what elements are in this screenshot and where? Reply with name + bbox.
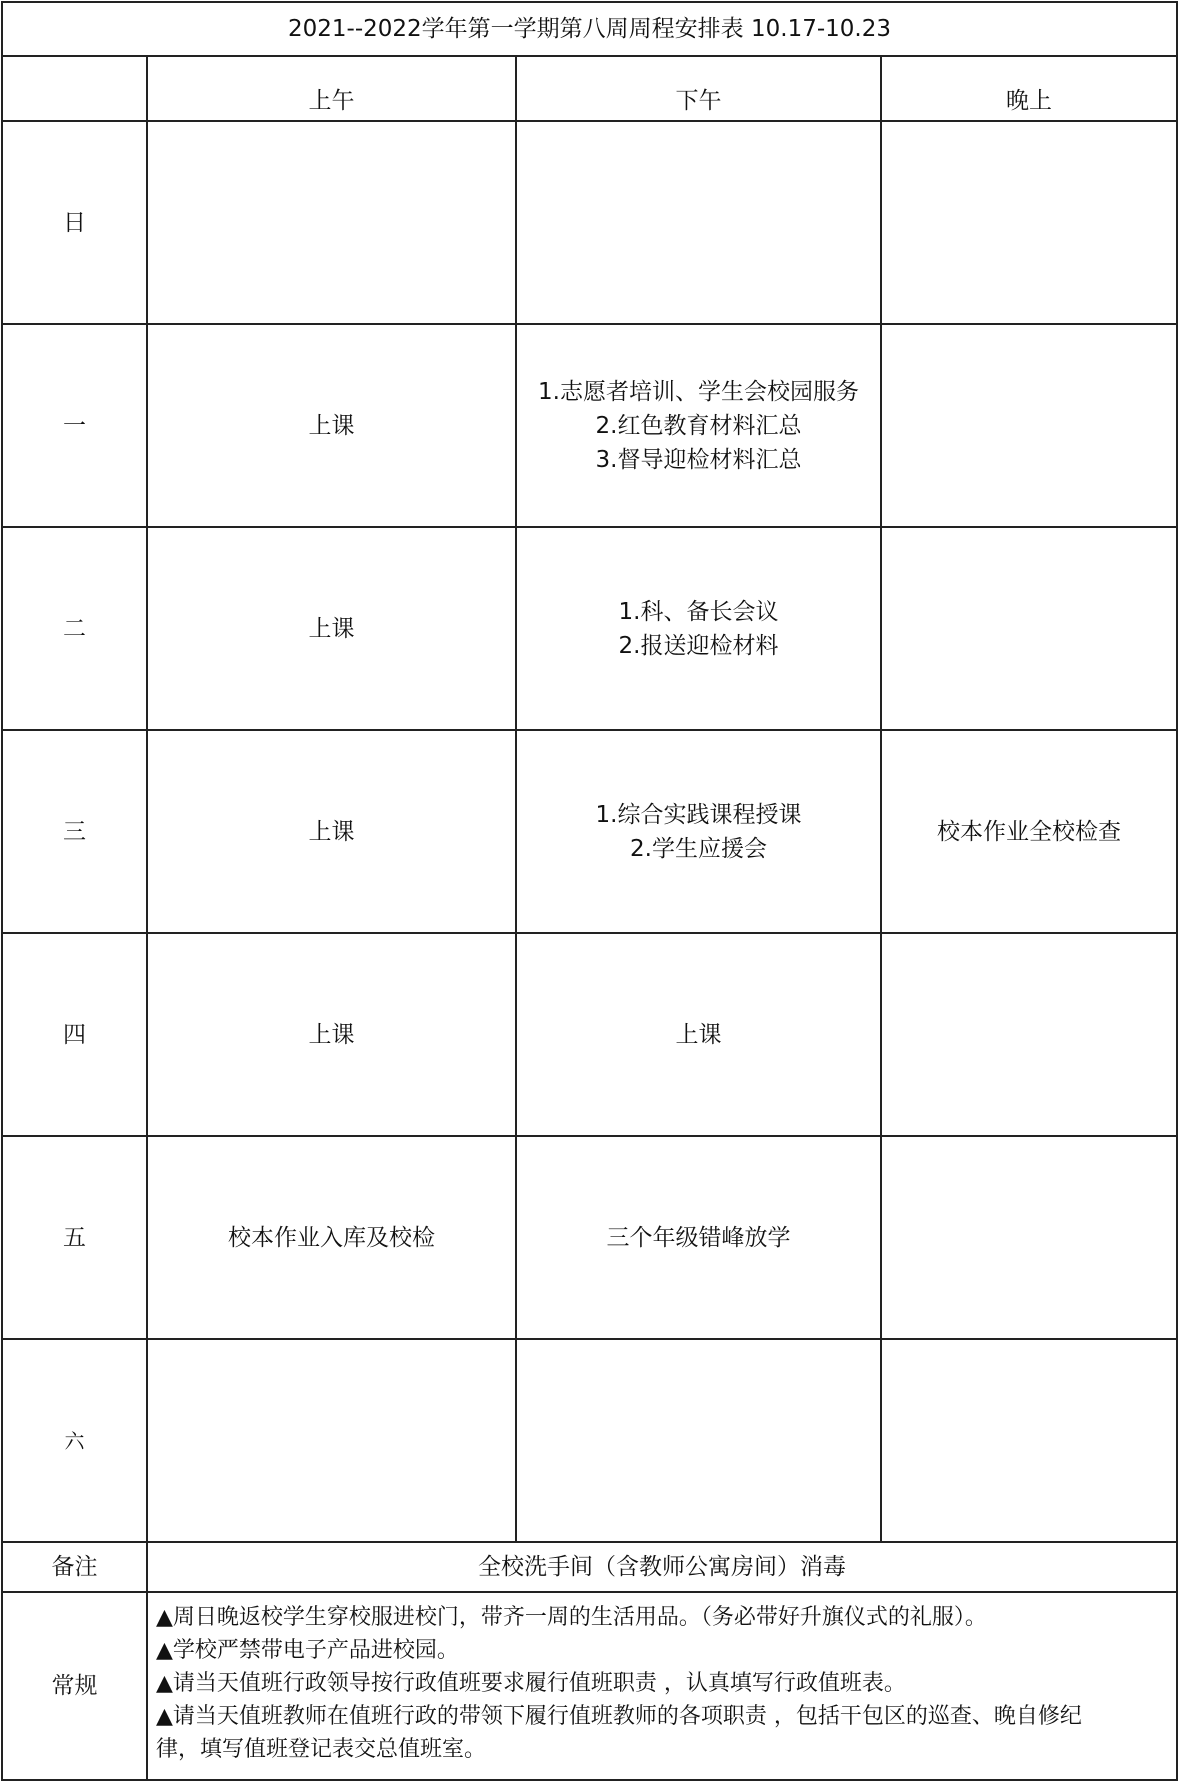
- column-header-evening: 晚上: [1006, 88, 1052, 114]
- routine-notes: [148, 1593, 1176, 1779]
- sunday-afternoon-cell: [517, 122, 880, 323]
- remarks-label: 备注: [51, 1554, 98, 1580]
- monday-afternoon-cell: 1.志愿者培训、学生会校园服务 2.红色教育材料汇总 3.督导迎检材料汇总: [538, 378, 859, 473]
- wednesday-evening-cell: 校本作业全校检查: [937, 818, 1121, 845]
- friday-morning-cell: 校本作业入库及校检: [228, 1224, 435, 1251]
- routine-note: ▲周日晚返校学生穿校服进校门，带齐一周的生活用品。（务必带好升旗仪式的礼服）。: [156, 1605, 987, 1630]
- routine-note: 律，填写值班登记表交总值班室。: [156, 1737, 487, 1762]
- day-label-sunday: 日: [63, 209, 86, 236]
- remarks-text: 全校洗手间（含教师公寓房间）消毒: [478, 1554, 846, 1580]
- wednesday-morning-cell: 上课: [308, 818, 355, 845]
- column-header-morning: 上午: [308, 88, 355, 114]
- column-header-afternoon: 下午: [675, 88, 722, 114]
- day-label-saturday: 六: [64, 1428, 85, 1453]
- routine-label: 常规: [51, 1673, 98, 1699]
- day-label-thursday: 四: [63, 1021, 86, 1048]
- thursday-morning-cell: 上课: [308, 1021, 355, 1048]
- saturday-evening-cell: [882, 1340, 1176, 1541]
- thursday-afternoon-cell: 上课: [675, 1021, 722, 1048]
- thursday-evening-cell: [882, 934, 1176, 1135]
- day-label-wednesday: 三: [63, 818, 86, 845]
- saturday-morning-cell: [148, 1340, 515, 1541]
- wednesday-afternoon-cell: 1.综合实践课程授课 2.学生应援会: [595, 801, 802, 862]
- routine-note: ▲学校严禁带电子产品进校园。: [156, 1638, 459, 1663]
- friday-afternoon-cell: 三个年级错峰放学: [606, 1224, 791, 1251]
- table-title: 2021--2022学年第一学期第八周周程安排表 10.17-10.23: [288, 16, 891, 42]
- monday-evening-cell: [882, 325, 1176, 526]
- day-label-tuesday: 二: [63, 615, 86, 642]
- sunday-morning-cell: [148, 122, 515, 323]
- monday-morning-cell: 上课: [308, 412, 355, 439]
- saturday-afternoon-cell: [517, 1340, 880, 1541]
- day-label-friday: 五: [63, 1224, 86, 1251]
- routine-note: ▲请当天值班行政领导按行政值班要求履行值班职责 ，认真填写行政值班表。: [156, 1671, 906, 1696]
- day-label-monday: 一: [63, 412, 86, 439]
- tuesday-evening-cell: [882, 528, 1176, 729]
- routine-note: ▲请当天值班教师在值班行政的带领下履行值班教师的各项职责 ，包括干包区的巡查、晚自修纪: [156, 1704, 1082, 1729]
- schedule-table: [1, 1, 1178, 1781]
- tuesday-afternoon-cell: 1.科、备长会议 2.报送迎检材料: [618, 598, 779, 659]
- friday-evening-cell: [882, 1137, 1176, 1338]
- sunday-evening-cell: [882, 122, 1176, 323]
- tuesday-morning-cell: 上课: [308, 615, 355, 642]
